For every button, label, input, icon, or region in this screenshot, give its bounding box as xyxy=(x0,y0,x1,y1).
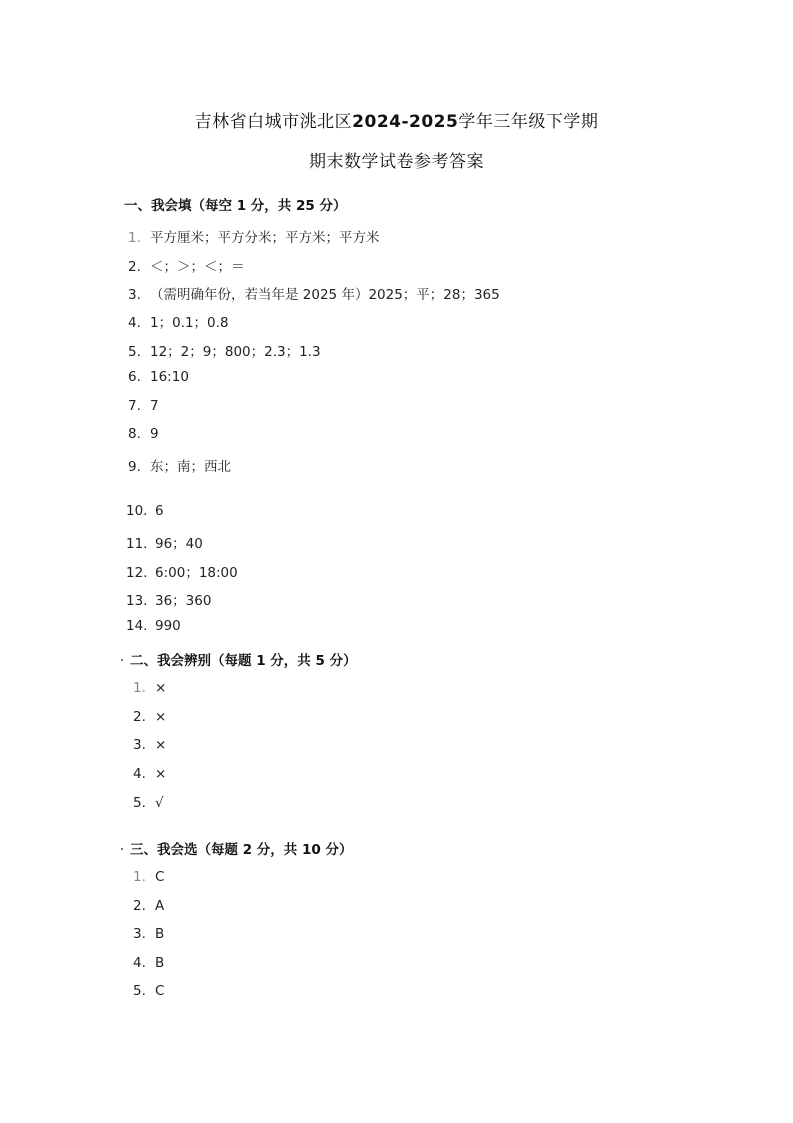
item-answer: 36；360 xyxy=(155,593,212,609)
item-number: 4. xyxy=(128,315,141,331)
item-answer: 6:00；18:00 xyxy=(155,565,238,581)
item-number: 1. xyxy=(133,680,146,696)
answer-item xyxy=(128,340,321,360)
answer-item xyxy=(128,398,159,414)
item-number: 2. xyxy=(133,709,146,725)
item-number: 9. xyxy=(128,459,141,475)
document-title xyxy=(0,107,793,132)
answer-item xyxy=(126,503,164,519)
answer-item xyxy=(126,589,211,609)
item-answer: 东；南；西北 xyxy=(150,459,231,475)
section-heading-judge: 二、我会辨别（每题 1 分，共 5 分） xyxy=(130,653,357,669)
item-answer: B xyxy=(155,926,165,942)
item-answer: √ xyxy=(155,795,164,811)
item-answer: 7 xyxy=(150,398,159,414)
answer-item xyxy=(133,737,166,753)
item-number: 3. xyxy=(128,287,141,303)
bullet-dot xyxy=(121,659,123,661)
item-number: 3. xyxy=(133,926,146,942)
item-number: 10. xyxy=(126,503,148,519)
item-answer: 9 xyxy=(150,426,159,442)
item-answer: 990 xyxy=(155,618,181,634)
item-number: 7. xyxy=(128,398,141,414)
item-number: 11. xyxy=(126,536,148,552)
item-number: 5. xyxy=(133,983,146,999)
section-heading-choose: 三、我会选（每题 2 分，共 10 分） xyxy=(130,842,353,858)
answer-item xyxy=(126,618,181,634)
item-number: 14. xyxy=(126,618,148,634)
item-answer: × xyxy=(155,737,167,753)
title-year: 2024-2025 xyxy=(352,112,459,132)
item-answer: （需明确年份，若当年是 2025 年）2025；平；28；365 xyxy=(150,287,500,303)
item-number: 6. xyxy=(128,369,141,385)
item-answer: 96；40 xyxy=(155,536,203,552)
item-answer: × xyxy=(155,680,167,696)
item-number: 1. xyxy=(128,230,141,246)
answer-item xyxy=(128,311,229,331)
item-number: 5. xyxy=(133,795,146,811)
answer-item xyxy=(133,766,166,782)
item-answer: 平方厘米；平方分米；平方米；平方米 xyxy=(150,230,380,246)
answer-item xyxy=(128,369,189,385)
answer-item xyxy=(133,955,164,971)
answer-item xyxy=(128,226,380,246)
title-region: 吉林省白城市洮北区 xyxy=(194,112,353,132)
item-number: 13. xyxy=(126,593,148,609)
answer-item xyxy=(126,561,238,581)
item-answer: 1；0.1；0.8 xyxy=(150,315,229,331)
item-answer: 6 xyxy=(155,503,164,519)
item-answer: 12；2；9；800；2.3；1.3 xyxy=(150,344,321,360)
answer-item xyxy=(126,532,203,552)
item-number: 8. xyxy=(128,426,141,442)
answer-item xyxy=(133,709,166,725)
answer-item xyxy=(133,926,164,942)
item-answer: ＜；＞；＜；＝ xyxy=(150,259,245,275)
title-term: 学年三年级下学期 xyxy=(458,112,599,132)
item-answer: × xyxy=(155,709,167,725)
item-number: 2. xyxy=(128,259,141,275)
item-answer: × xyxy=(155,766,167,782)
answer-item xyxy=(128,283,500,303)
item-answer: C xyxy=(155,869,165,885)
item-answer: C xyxy=(155,983,165,999)
item-number: 4. xyxy=(133,955,146,971)
answer-item xyxy=(128,255,245,275)
answer-item xyxy=(133,898,164,914)
item-number: 4. xyxy=(133,766,146,782)
answer-item xyxy=(133,983,164,999)
item-number: 3. xyxy=(133,737,146,753)
bullet-dot xyxy=(121,848,123,850)
item-answer: 16:10 xyxy=(150,369,189,385)
answer-item xyxy=(128,426,159,442)
item-answer: B xyxy=(155,955,165,971)
item-number: 12. xyxy=(126,565,148,581)
item-number: 5. xyxy=(128,344,141,360)
document-subtitle: 期末数学试卷参考答案 xyxy=(309,152,484,172)
answer-item xyxy=(128,455,231,475)
answer-item xyxy=(133,795,164,811)
section-heading-fill: 一、我会填（每空 1 分，共 25 分） xyxy=(124,198,347,214)
answer-item xyxy=(133,869,164,885)
answer-item xyxy=(133,680,166,696)
item-number: 1. xyxy=(133,869,146,885)
item-answer: A xyxy=(155,898,165,914)
item-number: 2. xyxy=(133,898,146,914)
